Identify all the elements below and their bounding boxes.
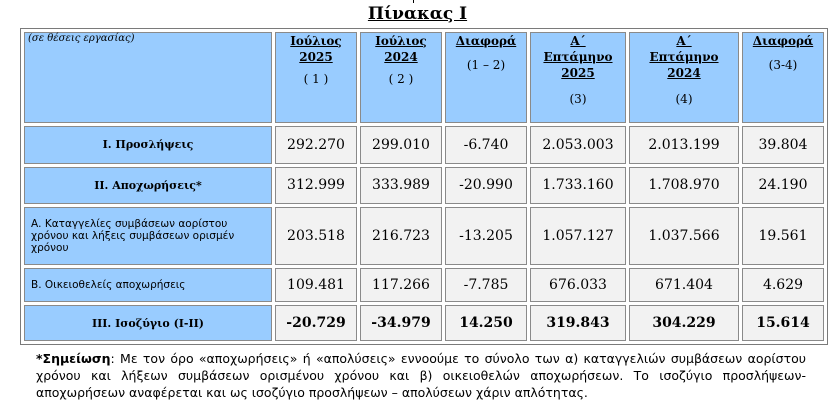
table-cell: 2.053.003 xyxy=(530,126,626,164)
table-row xyxy=(24,305,824,341)
table-row xyxy=(24,126,824,164)
table-cell: -34.979 xyxy=(360,305,442,341)
col-header-label: Α΄ xyxy=(570,34,586,48)
table-cell: 4.629 xyxy=(742,268,824,302)
table-cell: 333.989 xyxy=(360,167,442,205)
units-note: (σε θέσεις εργασίας) xyxy=(24,32,272,123)
table-cell: 109.481 xyxy=(275,268,357,302)
row-label-balance: ΙΙΙ. Ισοζύγιο (Ι-ΙΙ) xyxy=(24,305,272,341)
col-header-year: 2025 xyxy=(299,50,333,64)
table-cell: -7.785 xyxy=(445,268,527,302)
table-cell: 216.723 xyxy=(360,207,442,265)
col-header-label: Ιούλιος xyxy=(375,34,427,48)
table-cell: -20.990 xyxy=(445,167,527,205)
col-header-year: 2024 xyxy=(667,66,701,80)
table-cell: 1.708.970 xyxy=(629,167,739,205)
table-cell: 676.033 xyxy=(530,268,626,302)
col-header-year: 2024 xyxy=(384,50,418,64)
col-header-seven-months-2024 xyxy=(629,32,739,123)
table-cell: 15.614 xyxy=(742,305,824,341)
col-header-number: ( 1 ) xyxy=(303,72,329,86)
col-header-difference-3-4 xyxy=(742,32,824,123)
table-title: Πίνακας Ι xyxy=(367,4,468,24)
footnote-text: : Με τον όρο «αποχωρήσεις» ή «απολύσεις» εννοούμε το σύνολο των α) καταγγελιών συμβάσεων αορίστου χρόνου και λήξεων συμβάσεων ορισμένου χρόνου και β) οικειοθελών αποχωρήσεων. Το ισοζύγιο προσλήψεων-αποχωρήσεων αναφέρεται και ως ισοζύγιο προσλήψεων – απολύσεων χάριν απλότητας. xyxy=(36,351,806,400)
col-header-seven-months-2025 xyxy=(530,32,626,123)
footnote xyxy=(36,350,806,401)
header-row xyxy=(24,32,824,123)
table-row xyxy=(24,207,824,265)
table-cell: 19.561 xyxy=(742,207,824,265)
table-cell: 292.270 xyxy=(275,126,357,164)
row-label-departures: ΙΙ. Αποχωρήσεις* xyxy=(24,167,272,205)
table-cell: -6.740 xyxy=(445,126,527,164)
table-cell: 671.404 xyxy=(629,268,739,302)
table-cell: 319.843 xyxy=(530,305,626,341)
col-header-period: Επτάμηνο xyxy=(649,50,719,64)
col-header-number: ( 2 ) xyxy=(388,72,414,86)
table-cell: -20.729 xyxy=(275,305,357,341)
col-header-period: Επτάμηνο xyxy=(543,50,613,64)
col-header-july-2025 xyxy=(275,32,357,123)
table-cell: 14.250 xyxy=(445,305,527,341)
col-header-year: 2025 xyxy=(561,66,595,80)
table-cell: 1.733.160 xyxy=(530,167,626,205)
employment-table xyxy=(20,28,828,345)
table-cell: 39.804 xyxy=(742,126,824,164)
col-header-label: Α΄ xyxy=(676,34,692,48)
col-header-number: (3-4) xyxy=(768,58,798,72)
table-row xyxy=(24,268,824,302)
col-header-label: Ιούλιος xyxy=(290,34,342,48)
table-row xyxy=(24,167,824,205)
col-header-number: (4) xyxy=(675,92,693,106)
top-mark xyxy=(413,0,414,3)
table-cell: 203.518 xyxy=(275,207,357,265)
table-cell: 1.037.566 xyxy=(629,207,739,265)
col-header-number: (1 – 2) xyxy=(466,58,506,72)
footnote-lead: *Σημείωση xyxy=(36,351,111,366)
col-header-july-2024 xyxy=(360,32,442,123)
col-header-label: Διαφορά xyxy=(455,34,517,48)
col-header-difference-1-2 xyxy=(445,32,527,123)
table-cell: 304.229 xyxy=(629,305,739,341)
table-cell: 312.999 xyxy=(275,167,357,205)
row-label-hires: Ι. Προσλήψεις xyxy=(24,126,272,164)
table-cell: 117.266 xyxy=(360,268,442,302)
table-cell: 2.013.199 xyxy=(629,126,739,164)
row-label-voluntary: Β. Οικειοθελείς αποχωρήσεις xyxy=(24,268,272,302)
table-cell: -13.205 xyxy=(445,207,527,265)
col-header-label: Διαφορά xyxy=(752,34,814,48)
row-label-terminations: Α. Καταγγελίες συμβάσεων αορίστου χρόνου και λήξεις συμβάσεων ορισμέν χρόνου xyxy=(24,207,272,265)
table-cell: 1.057.127 xyxy=(530,207,626,265)
col-header-number: (3) xyxy=(569,92,587,106)
table-cell: 299.010 xyxy=(360,126,442,164)
table-cell: 24.190 xyxy=(742,167,824,205)
